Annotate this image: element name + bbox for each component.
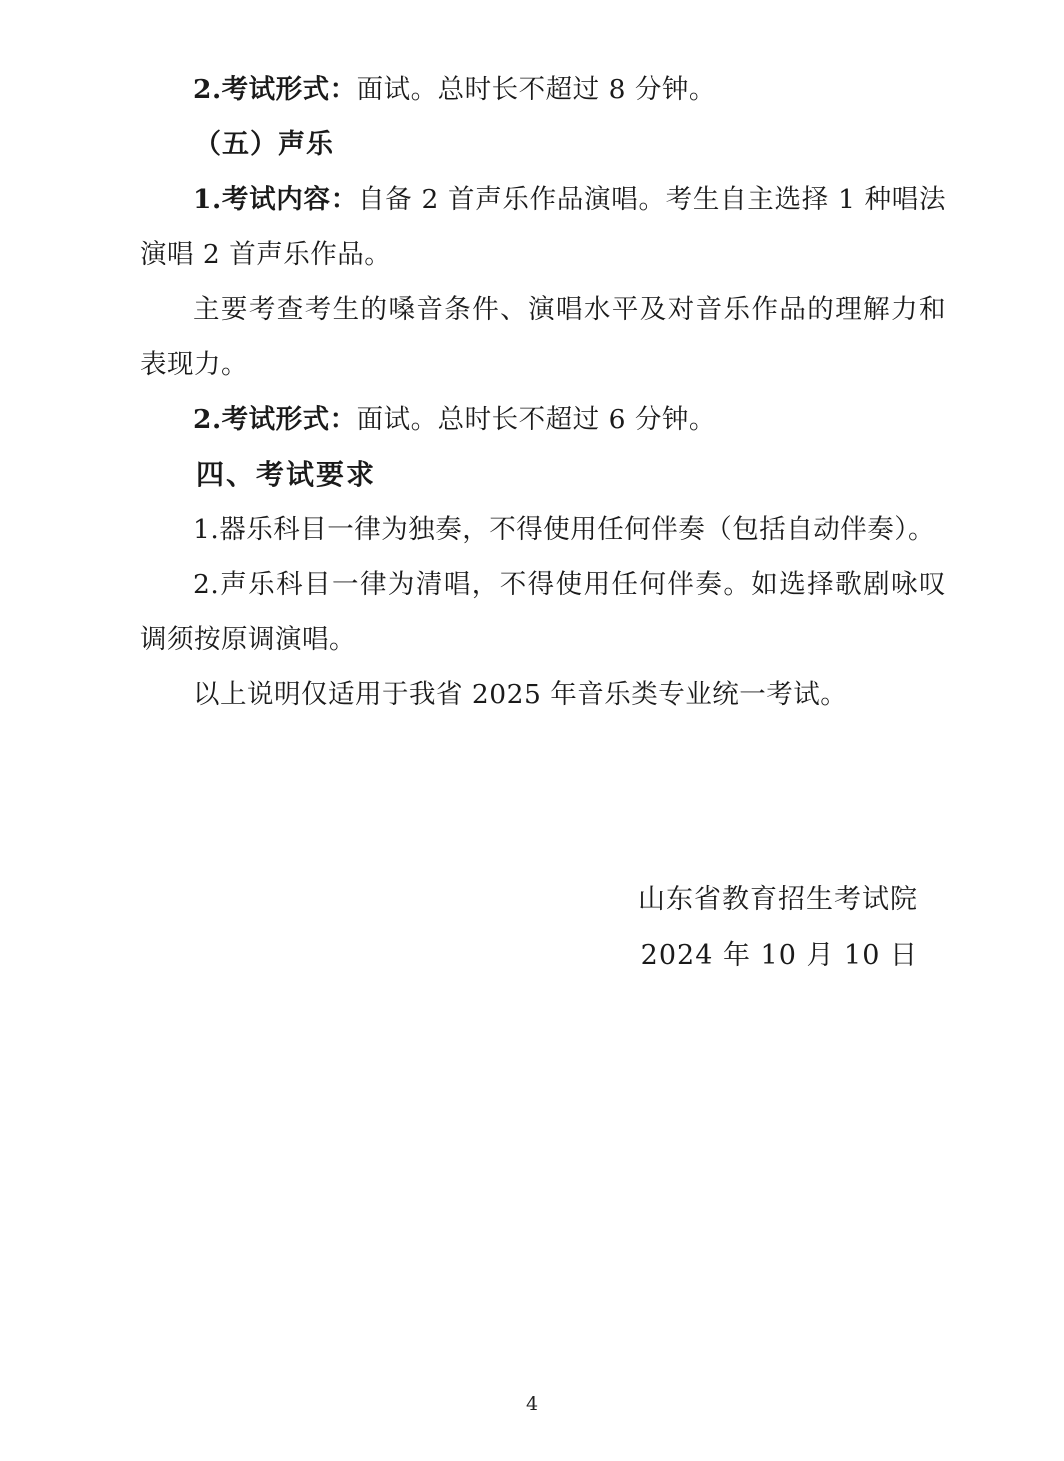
paragraph-exam-form-8min [140, 62, 946, 117]
paragraph-requirement-1 [140, 502, 946, 557]
heading-section-four-requirements: 四、考试要求 [196, 458, 377, 491]
paragraph-body-text: 面试。总时长不超过 8 分钟。 [356, 74, 716, 105]
paragraph-exam-form-6min [140, 392, 946, 447]
paragraph-lead-label: 2.考试形式： [193, 404, 357, 435]
paragraph-vocal-assessment [140, 282, 946, 392]
paragraph-body-text: 主要考查考生的嗓音条件、演唱水平及对音乐作品的理解力和表现力。 [140, 294, 946, 380]
paragraph-body-text: 2.声乐科目一律为清唱，不得使用任何伴奏。如选择歌剧咏叹调须按原调演唱。 [140, 569, 946, 655]
paragraph-body-text: 1.器乐科目一律为独奏，不得使用任何伴奏（包括自动伴奏）。 [193, 514, 936, 545]
signature-block [140, 872, 946, 984]
heading-section-five-vocal: （五）声乐 [194, 129, 334, 160]
page-number: 4 [525, 1393, 539, 1415]
paragraph-body-text: 自备 2 首声乐作品演唱。考生自主选择 1 种唱法演唱 2 首声乐作品。 [140, 184, 946, 270]
paragraph-body-text: 面试。总时长不超过 6 分钟。 [356, 404, 716, 435]
paragraph-lead-label: 2.考试形式： [193, 74, 357, 105]
paragraph-requirement-2 [140, 557, 946, 667]
paragraph-body-text: 以上说明仅适用于我省 2025 年音乐类专业统一考试。 [193, 679, 848, 710]
paragraph-exam-content-vocal [140, 172, 946, 282]
paragraph-closing-note [140, 667, 946, 722]
signature-issuer: 山东省教育招生考试院 [638, 884, 918, 915]
signature-date: 2024 年 10 月 10 日 [640, 940, 918, 971]
paragraph-lead-label: 1.考试内容： [193, 184, 358, 215]
